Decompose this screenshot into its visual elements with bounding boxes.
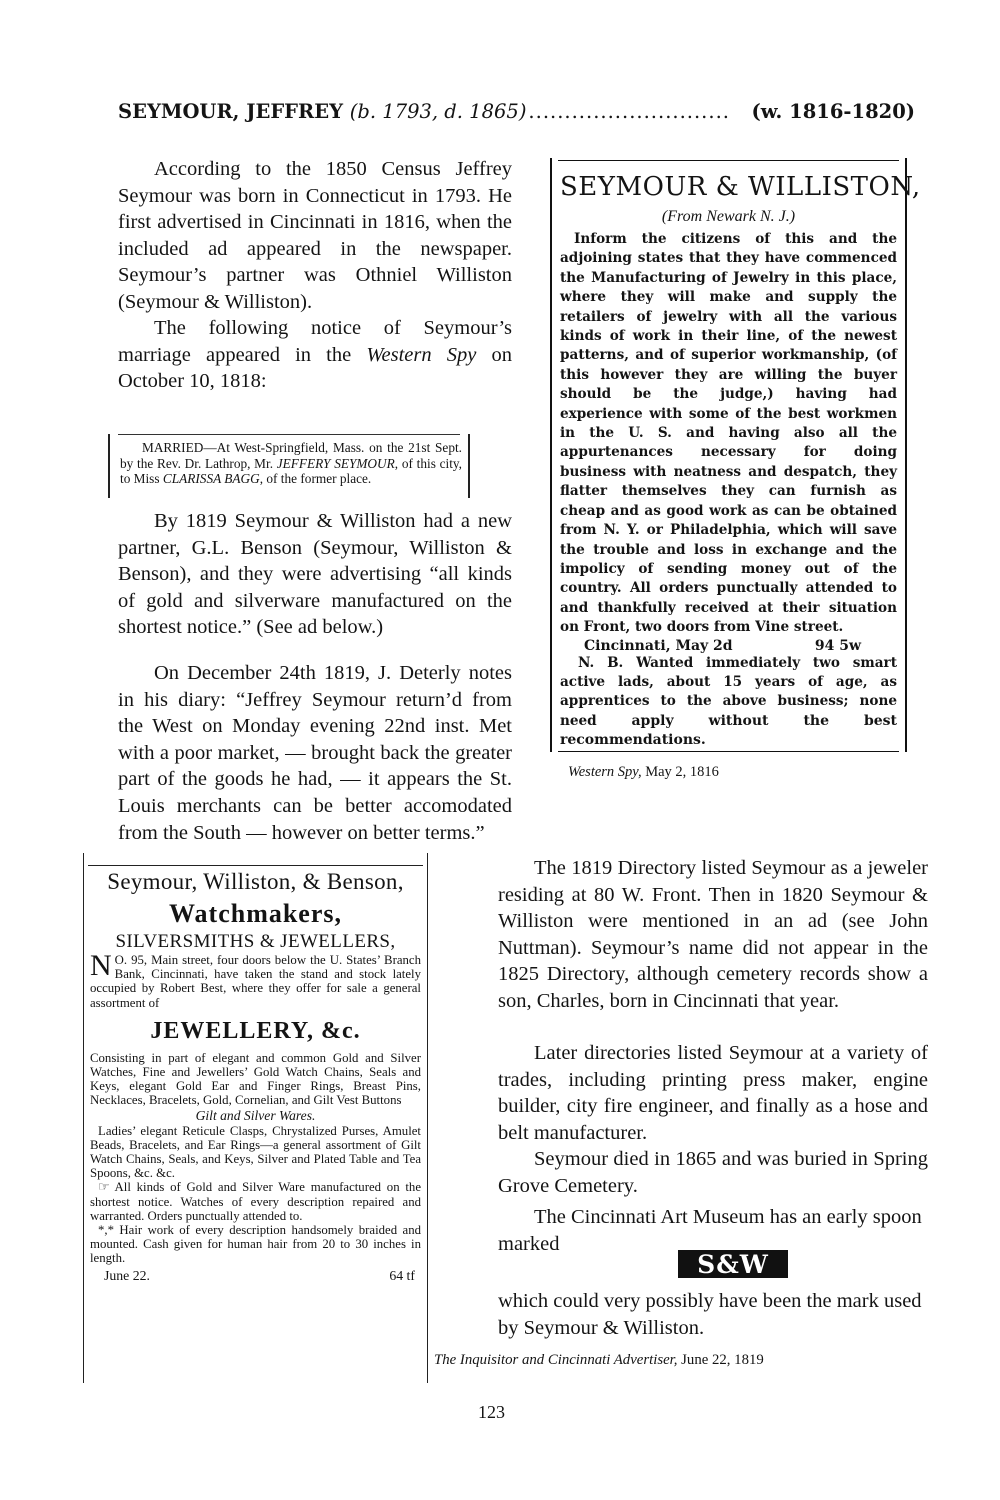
- ad-caption-inquisitor: [434, 1352, 764, 1369]
- ad-title: SEYMOUR & WILLISTON,: [560, 172, 921, 202]
- ad-bottom-rule: [558, 751, 899, 752]
- page-number: 123: [478, 1402, 505, 1422]
- ad-hair-work: *,* Hair work of every description handsomely braided and mounted. Cash given for human hair from 20 to 30 inches in length.: [90, 1223, 421, 1266]
- ad-dateline-code: 94 5w: [814, 637, 861, 654]
- intro-paragraph: According to the 1850 Census Jeffrey Seymour was born in Connecticut in 1793. He first advertised in Cincinnati in 1816, when the included ad appeared in the newspaper. Seymour’s partner was Othniel Williston (Seymour & Williston).: [118, 158, 512, 313]
- marriage-intro-text: The following notice of Seymour’s marriage appeared in the: [118, 317, 512, 366]
- death-paragraph: Seymour died in 1865 and was buried in Spring Grove Cemetery.: [498, 1148, 928, 1197]
- caption-paper: Western Spy,: [568, 764, 642, 780]
- ad-nb-text: N. B. Wanted immediately two smart active lads, about 15 years of age, as apprentices to the above business; none need: [560, 654, 897, 729]
- notice-text-2: , of this city, to Miss: [120, 455, 463, 486]
- mark-note-paragraph: which could very possibly have been the mark used by Seymour & Williston.: [498, 1290, 922, 1339]
- ad-address: NO. 95, Main street, four doors below the U. States’ Branch Bank, Cincinnati, have taken the stand and stock lately occupied by Robert Best, where they offer for sale a general assortment of: [90, 949, 421, 1010]
- ad-top-rule: [88, 865, 423, 866]
- seymour-williston-benson-ad: [83, 853, 428, 1383]
- notice-text: MARRIED—At West-Springfield, Mass. on the 21st Sept. by the Rev. Dr. Lathrop, Mr.: [120, 440, 462, 471]
- header-dates: (b. 1793, d. 1865): [349, 100, 527, 123]
- groom-name: JEFFERY SEYMOUR: [276, 455, 395, 471]
- ad-nota-bene: [560, 654, 897, 751]
- marriage-notice: [108, 434, 470, 498]
- ad-origin: (From Newark N. J.): [661, 208, 796, 225]
- caption-paper: The Inquisitor and Cincinnati Advertiser,: [434, 1352, 678, 1368]
- notice-top-rule: [118, 434, 460, 435]
- ad-trade: SILVERSMITHS & JEWELLERS,: [115, 931, 396, 952]
- museum-paragraph: The Cincinnati Art Museum has an early spoon marked: [498, 1206, 922, 1255]
- ad-subtitle: Watchmakers,: [168, 899, 343, 928]
- ad-caption-western-spy: [568, 764, 719, 781]
- notice-text-3: , of the former place.: [259, 471, 372, 486]
- caption-date: June 22, 1819: [677, 1352, 764, 1368]
- marriage-intro-paragraph: [118, 315, 512, 395]
- directory-paragraph: The 1819 Directory listed Seymour as a jeweler residing at 80 W. Front. Then in 1820 Seymour & Williston were mentioned in an ad (see John Nuttman). Seymour’s name did not appear in the 1825 Directory, although cemetery records show a son, Charles, born in Cincinnati that year.: [498, 857, 928, 1012]
- caption-date: May 2, 1816: [641, 764, 719, 780]
- deterly-paragraph: On December 24th 1819, J. Deterly notes in his diary: “Jeffrey Seymour return’d from the West on Monday evening 22nd inst. Met with a poor market, — brought back the greater part of the goods he had, — it appears the St. Louis merchants can be better accomodated from the South — however on better terms.”: [118, 662, 512, 844]
- ad-nb-strong: apply without the best recommendations.: [560, 712, 897, 749]
- header-name: SEYMOUR, JEFFREY: [118, 100, 343, 123]
- makers-mark-image: S&W: [676, 1248, 790, 1280]
- ad-dateline: [560, 638, 897, 654]
- later-directories-paragraph: Later directories listed Seymour at a variety of trades, including printing press maker, engine builder, city fire engineer, and finally as a hose and belt manufacturer.: [498, 1042, 928, 1144]
- ad-gilt-heading: Gilt and Silver Wares.: [195, 1107, 316, 1123]
- bride-name: CLARISSA BAGG: [162, 471, 260, 486]
- header-leader-dots: ............................: [528, 100, 730, 123]
- benson-paragraph: By 1819 Seymour & Williston had a new partner, G.L. Benson (Seymour, Williston & Benson), and they were advertising “all kinds of gold and silverware manufactured on the shortest notice.” (See ad below.): [118, 510, 512, 639]
- seymour-williston-ad: [550, 158, 921, 752]
- ad-body: Inform the citizens of this and the adjoining states that they have commenced the Manufacturing of Jewelry in this place, where they will make and supply the retailers of jewelry with all the various kinds of work in their line, of the newest patterns, and of superior workmanship, (of this however they are willing the buyer should be the judge,) having had experience with some of the best workmen in the U. S. and having also all the appurtenances necessary for doing business with neatness and despatch, they flatter themselves they can furnish as cheap and as good work as can be obtained from N. Y. or Philadelphia, which will save the trouble and loss in exchange and the impolicy of sending money out of the country. All orders punctually attended to and thankfully received at their situation on Front, two doors from Vine street.: [560, 231, 897, 636]
- ad-top-rule: [558, 160, 899, 161]
- ad-consisting: Consisting in part of elegant and common Gold and Silver Watches, Fine and Jewellers’ Gold Watch Chains, Seals and Keys, elegant Gold Ear and Finger Rings, Breast Pins, Necklaces, Bracelets, Gold, Cornelian, and Gilt Vest Buttons: [90, 1050, 421, 1108]
- ad-jewellery-heading: JEWELLERY, &c.: [150, 1017, 361, 1044]
- page-header: [118, 100, 915, 134]
- ad-title: Seymour, Williston, & Benson,: [107, 869, 404, 894]
- header-working-years: (w. 1816-1820): [751, 100, 915, 123]
- ad-gold-silver: ☞ All kinds of Gold and Silver Ware manufactured on the shortest notice. Watches of every description repaired and warranted. Orders punctually attended to.: [90, 1180, 421, 1223]
- ad-dateline-code: 64 tf: [389, 1267, 415, 1283]
- western-spy-title: Western Spy: [366, 343, 477, 366]
- ad-dateline: [90, 1266, 421, 1284]
- ad-ladies: Ladies’ elegant Reticule Clasps, Chrystalized Purses, Amulet Beads, Bracelets, and Ear Rings—a general assortment of Gilt Watch Chains, Seals, and Keys, Silver and Plated Table and Tea Spoons, &c. &c.: [90, 1123, 421, 1181]
- marriage-intro-date: on October 10, 1818:: [118, 343, 512, 393]
- ad-dateline-date: June 22.: [104, 1267, 150, 1283]
- ad-dateline-place: Cincinnati, May 2d: [584, 637, 733, 654]
